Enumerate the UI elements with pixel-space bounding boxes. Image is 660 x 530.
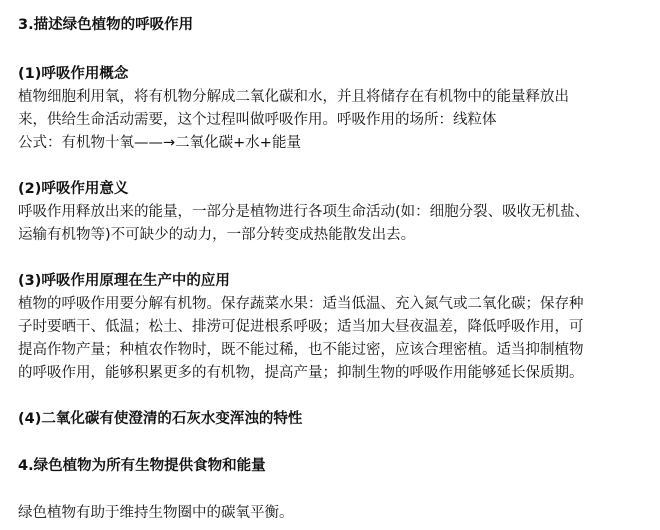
- respiration-application-line-1: 植物的呼吸作用要分解有机物。保存蔬菜水果：适当低温、充入氮气或二氧化碳；保存种: [18, 296, 584, 312]
- respiration-application-heading: (3)呼吸作用原理在生产中的应用: [18, 273, 230, 289]
- respiration-significance-heading: (2)呼吸作用意义: [18, 181, 129, 197]
- respiration-concept-line-2: 来，供给生命活动需要，这个过程叫做呼吸作用。呼吸作用的场所：线粒体: [18, 112, 497, 128]
- carbon-oxygen-balance-text: 绿色植物有助于维持生物圈中的碳氧平衡。: [18, 505, 294, 521]
- respiration-significance-line-2: 运输有机物等)不可缺少的动力，一部分转变成热能散发出去。: [18, 227, 416, 243]
- co2-limewater-heading: (4)二氧化碳有使澄清的石灰水变浑浊的特性: [18, 411, 303, 427]
- respiration-application-line-2: 子时要晒干、低温；松土、排涝可促进根系呼吸；适当加大昼夜温差，降低呼吸作用，可: [18, 319, 584, 335]
- respiration-concept-heading: (1)呼吸作用概念: [18, 66, 129, 82]
- respiration-formula: 公式：有机物十氧——→二氧化碳+水+能量: [18, 135, 301, 151]
- respiration-application-line-3: 提高作物产量；种植农作物时，既不能过稀，也不能过密，应该合理密植。适当抑制植物: [18, 342, 584, 358]
- respiration-application-line-4: 的呼吸作用，能够积累更多的有机物，提高产量；抑制生物的呼吸作用能够延长保质期。: [18, 365, 584, 381]
- respiration-significance-line-1: 呼吸作用释放出来的能量，一部分是植物进行各项生命活动(如：细胞分裂、吸收无机盐、: [18, 204, 590, 220]
- respiration-concept-line-1: 植物细胞利用氧，将有机物分解成二氧化碳和水，并且将储存在有机物中的能量释放出: [18, 89, 569, 105]
- section-4-title: 4.绿色植物为所有生物提供食物和能量: [18, 458, 266, 474]
- section-3-title: 3.描述绿色植物的呼吸作用: [18, 17, 194, 33]
